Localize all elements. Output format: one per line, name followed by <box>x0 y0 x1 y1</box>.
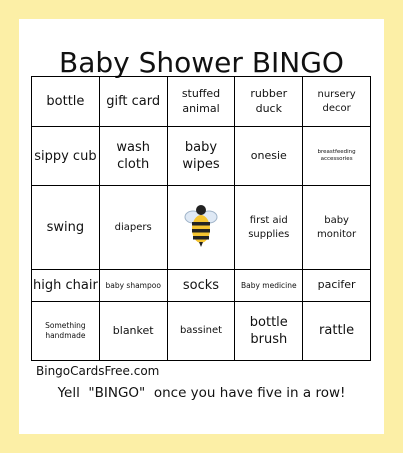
grid-row <box>32 270 371 302</box>
bingo-cell: blanket <box>99 302 167 361</box>
bingo-cell: bassinet <box>167 302 235 361</box>
bingo-cell: bottle brush <box>235 302 303 361</box>
free-space-cell <box>167 186 235 270</box>
bingo-cell: onesie <box>235 127 303 186</box>
grid-row <box>32 186 371 270</box>
bingo-cell: wash cloth <box>99 127 167 186</box>
bingo-cell: pacifer <box>303 270 371 302</box>
bingo-cell: breastfeeding accessories <box>303 127 371 186</box>
website-text: BingoCardsFree.com <box>36 364 160 378</box>
bingo-cell: Something handmade <box>32 302 100 361</box>
bingo-cell: baby wipes <box>167 127 235 186</box>
bingo-grid <box>31 76 371 361</box>
bingo-cell: first aid supplies <box>235 186 303 270</box>
bingo-cell: rubber duck <box>235 77 303 127</box>
bingo-cell: nursery decor <box>303 77 371 127</box>
bingo-cell: high chair <box>32 270 100 302</box>
bingo-cell: rattle <box>303 302 371 361</box>
grid-row <box>32 77 371 127</box>
bingo-card <box>19 19 384 434</box>
bingo-cell: socks <box>167 270 235 302</box>
bingo-cell: bottle <box>32 77 100 127</box>
card-title: Baby Shower BINGO <box>59 46 344 79</box>
bee-icon <box>181 202 221 248</box>
bingo-cell: diapers <box>99 186 167 270</box>
bingo-cell: gift card <box>99 77 167 127</box>
bingo-cell: sippy cub <box>32 127 100 186</box>
instruction-text: Yell "BINGO" once you have five in a row! <box>57 385 346 401</box>
bingo-cell: baby monitor <box>303 186 371 270</box>
bingo-cell: Baby medicine <box>235 270 303 302</box>
bingo-cell: baby shampoo <box>99 270 167 302</box>
grid-row <box>32 302 371 361</box>
grid-row <box>32 127 371 186</box>
bingo-cell: stuffed animal <box>167 77 235 127</box>
bingo-cell: swing <box>32 186 100 270</box>
